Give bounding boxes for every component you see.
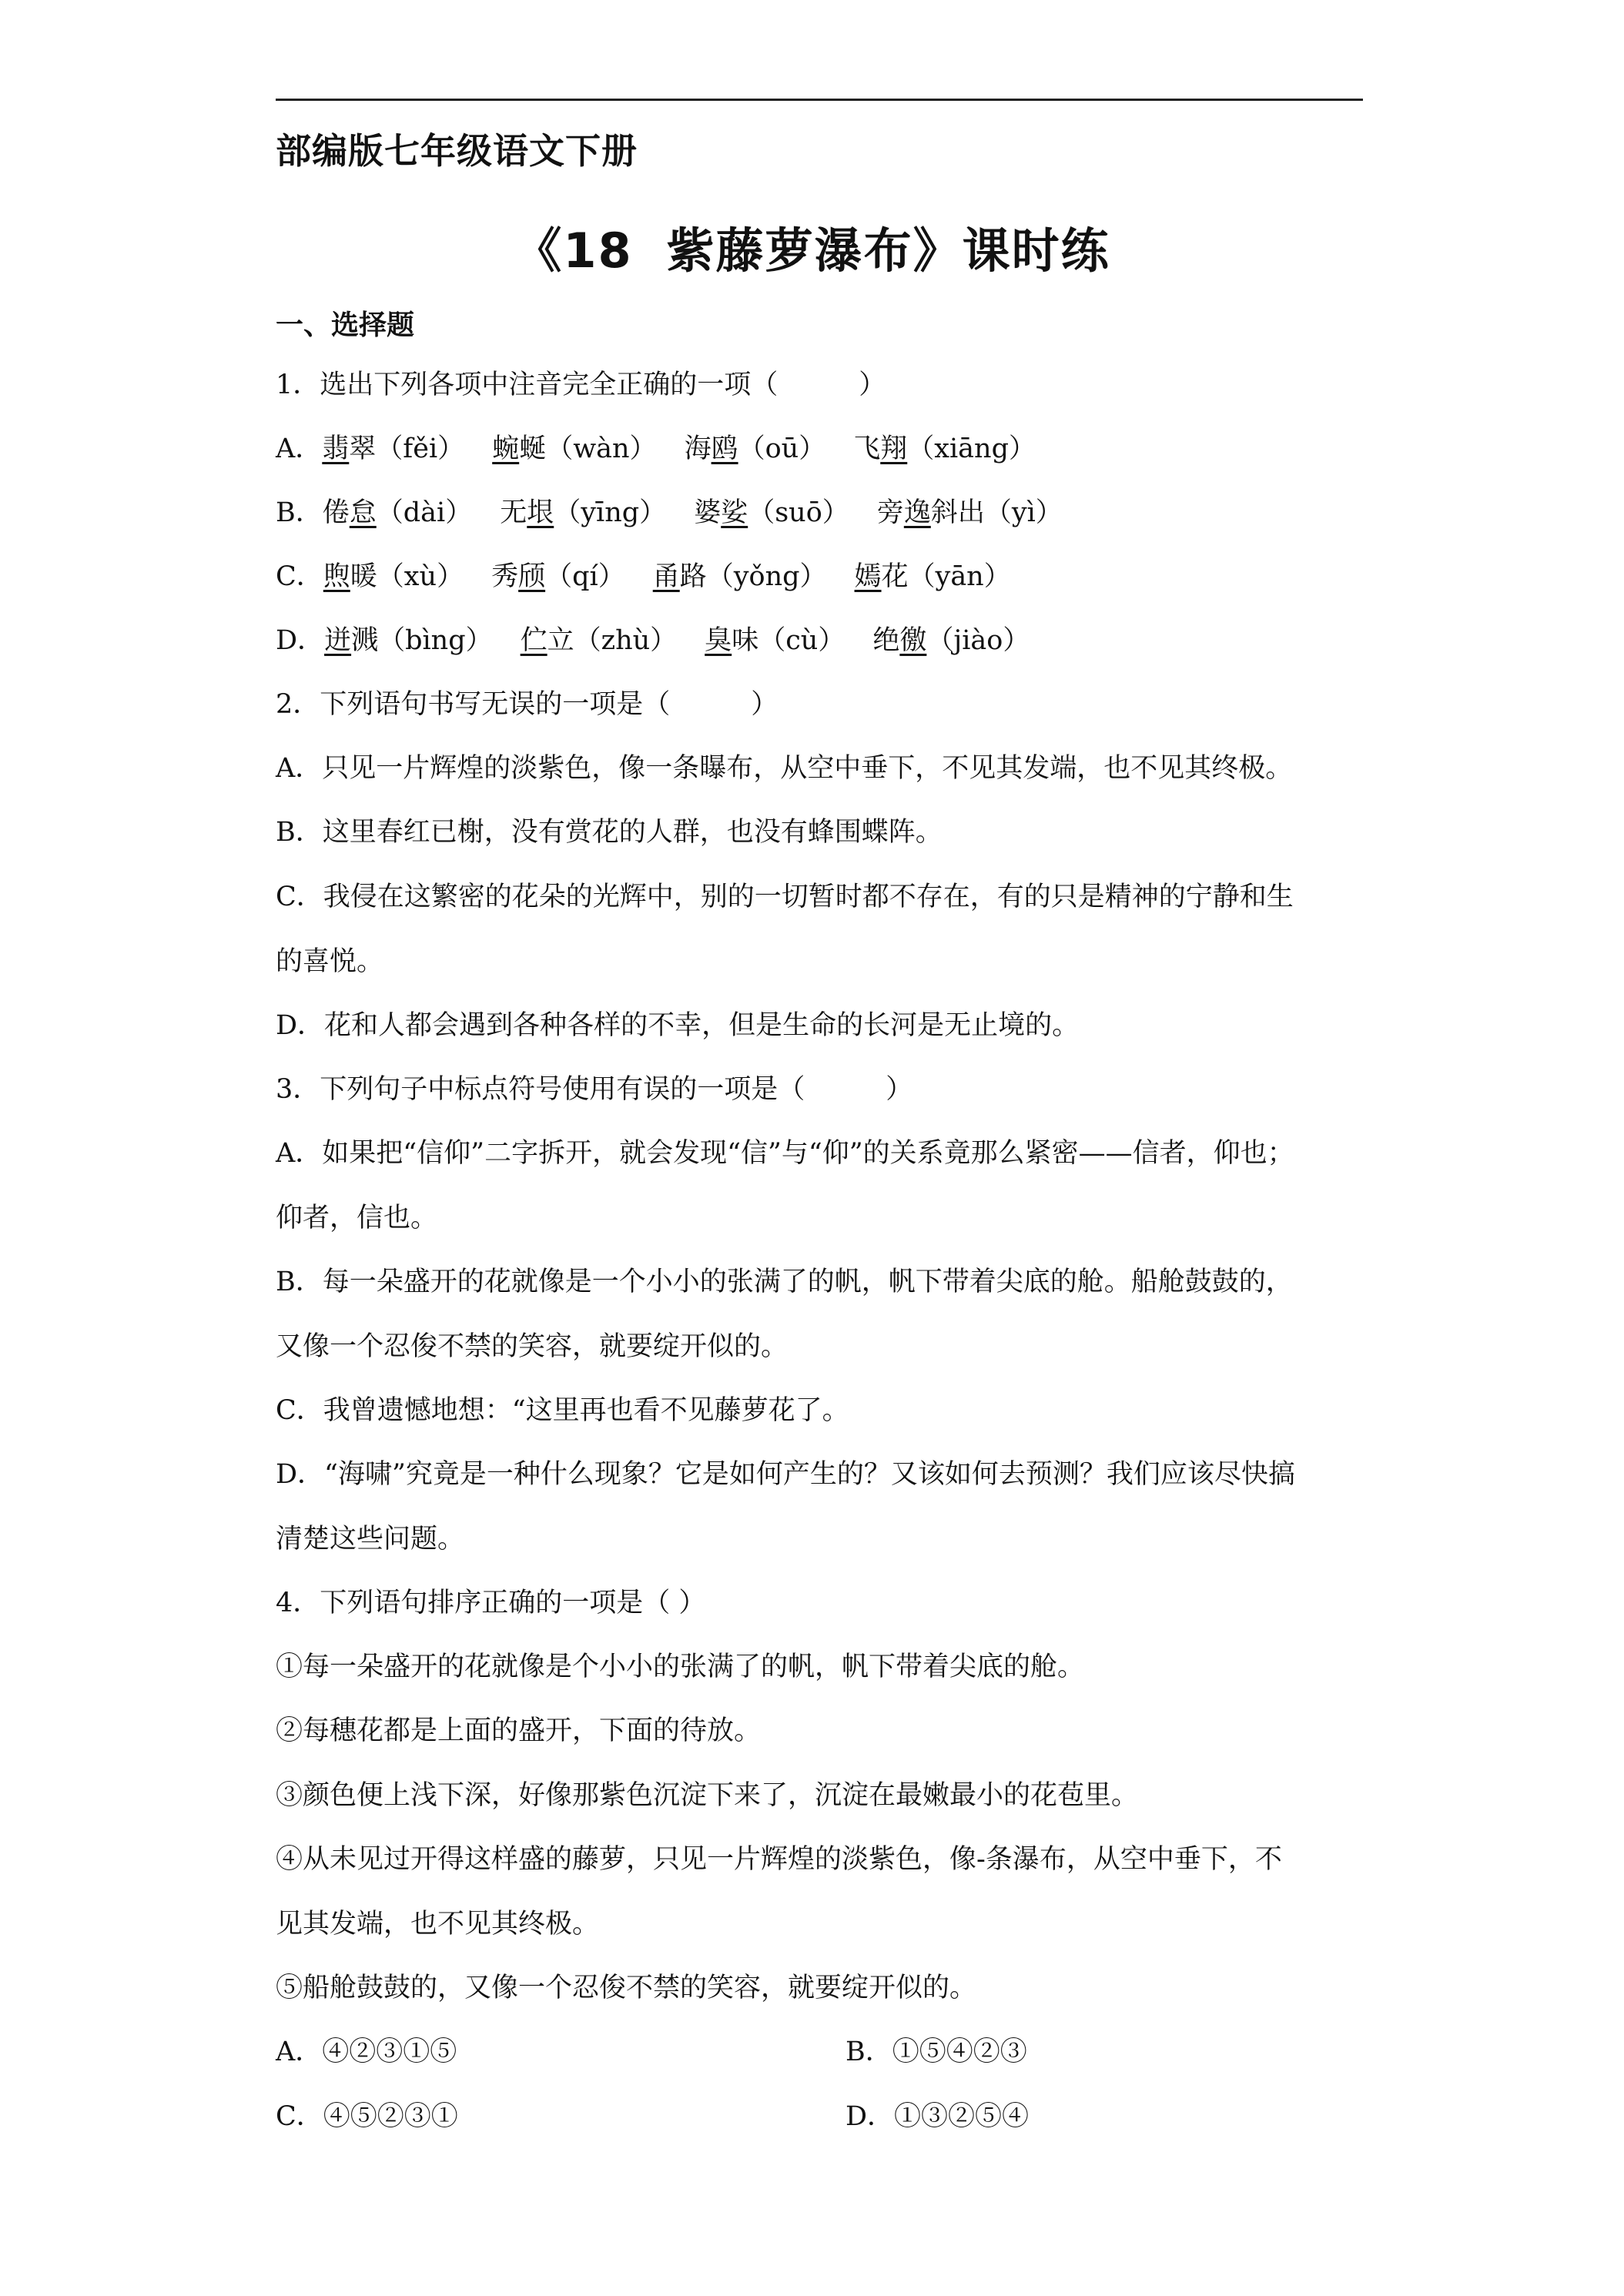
page-title bbox=[0, 213, 1624, 281]
q3-option-a-cont: 仰者，信也。 bbox=[276, 1203, 438, 1233]
header-rule bbox=[276, 99, 1363, 101]
q2-stem: 2．下列语句书写无误的一项是（ ） bbox=[276, 689, 779, 720]
q2-option-c: C．我侵在这繁密的花朵的光辉中，别的一切暂时都不存在，有的只是精神的宁静和生 bbox=[276, 882, 1294, 912]
q1-option-c: C．煦暖（xù） 秀颀（qí） 甬路（yǒng） 嫣花（yān） bbox=[276, 561, 1011, 592]
q2-option-d: D．花和人都会遇到各种各样的不幸，但是生命的长河是无止境的。 bbox=[276, 1010, 1080, 1041]
title-text: 紫藤萝瀑布》课时练 bbox=[666, 223, 1110, 279]
q3-option-a: A．如果把“信仰”二字拆开，就会发现“信”与“仰”的关系竟那么紧密——信者，仰也； bbox=[276, 1138, 1294, 1169]
q1-option-b: B．倦怠（dài） 无垠（yīng） 婆娑（suō） 旁逸斜出（yì） bbox=[276, 497, 1063, 528]
q3-option-d: D．“海啸”究竟是一种什么现象？它是如何产生的？又该如何去预测？我们应该尽快搞 bbox=[276, 1459, 1295, 1490]
q4-option-a: A．④②③①⑤ bbox=[276, 2037, 457, 2067]
q3-option-b: B．每一朵盛开的花就像是一个小小的张满了的帆，帆下带着尖底的舱。船舱鼓鼓的， bbox=[276, 1267, 1293, 1297]
title-number: 《18 bbox=[514, 223, 633, 279]
q1-stem: 1．选出下列各项中注音完全正确的一项（ ） bbox=[276, 370, 886, 400]
q3-option-c: C．我曾遗憾地想：“这里再也看不见藤萝花了。 bbox=[276, 1395, 849, 1426]
q4-option-d: D．①③②⑤④ bbox=[845, 2101, 1030, 2132]
q4-sentence-5: ⑤船舱鼓鼓的，又像一个忍俊不禁的笑容，就要绽开似的。 bbox=[276, 1973, 977, 2003]
q4-sentence-1: ①每一朵盛开的花就像是个小小的张满了的帆，帆下带着尖底的舱。 bbox=[276, 1652, 1085, 1682]
q2-option-c-cont: 的喜悦。 bbox=[276, 946, 384, 977]
q3-stem: 3．下列句子中标点符号使用有误的一项是（ ） bbox=[276, 1074, 913, 1105]
q4-stem: 4．下列语句排序正确的一项是（ ） bbox=[276, 1588, 706, 1618]
q4-sentence-3: ③颜色便上浅下深，好像那紫色沉淀下来了，沉淀在最嫩最小的花苞里。 bbox=[276, 1780, 1139, 1811]
q4-option-c: C．④⑤②③① bbox=[276, 2101, 458, 2132]
book-header: 部编版七年级语文下册 bbox=[276, 130, 638, 172]
q4-sentence-4: ④从未见过开得这样盛的藤萝，只见一片辉煌的淡紫色，像-条瀑布，从空中垂下，不 bbox=[276, 1844, 1282, 1875]
q2-option-b: B．这里春红已榭，没有赏花的人群，也没有蜂围蝶阵。 bbox=[276, 817, 943, 848]
q1-option-a: A．翡翠（fěi） 蜿蜒（wàn） 海鸥（oū） 飞翔（xiāng） bbox=[276, 433, 1036, 464]
q2-option-a: A．只见一片辉煌的淡紫色，像一条曝布，从空中垂下，不见其发端，也不见其终极。 bbox=[276, 753, 1293, 784]
q4-sentence-4-cont: 见其发端，也不见其终极。 bbox=[276, 1909, 600, 1940]
q4-sentence-2: ②每穗花都是上面的盛开，下面的待放。 bbox=[276, 1715, 762, 1746]
q3-option-d-cont: 清楚这些问题。 bbox=[276, 1524, 465, 1555]
q1-option-d: D．迸溅（bìng） 伫立（zhù） 臭味（cù） 绝徼（jiào） bbox=[276, 625, 1030, 656]
section-heading: 一、选择题 bbox=[276, 310, 415, 341]
q4-option-b: B．①⑤④②③ bbox=[845, 2037, 1027, 2067]
q3-option-b-cont: 又像一个忍俊不禁的笑容，就要绽开似的。 bbox=[276, 1331, 789, 1362]
